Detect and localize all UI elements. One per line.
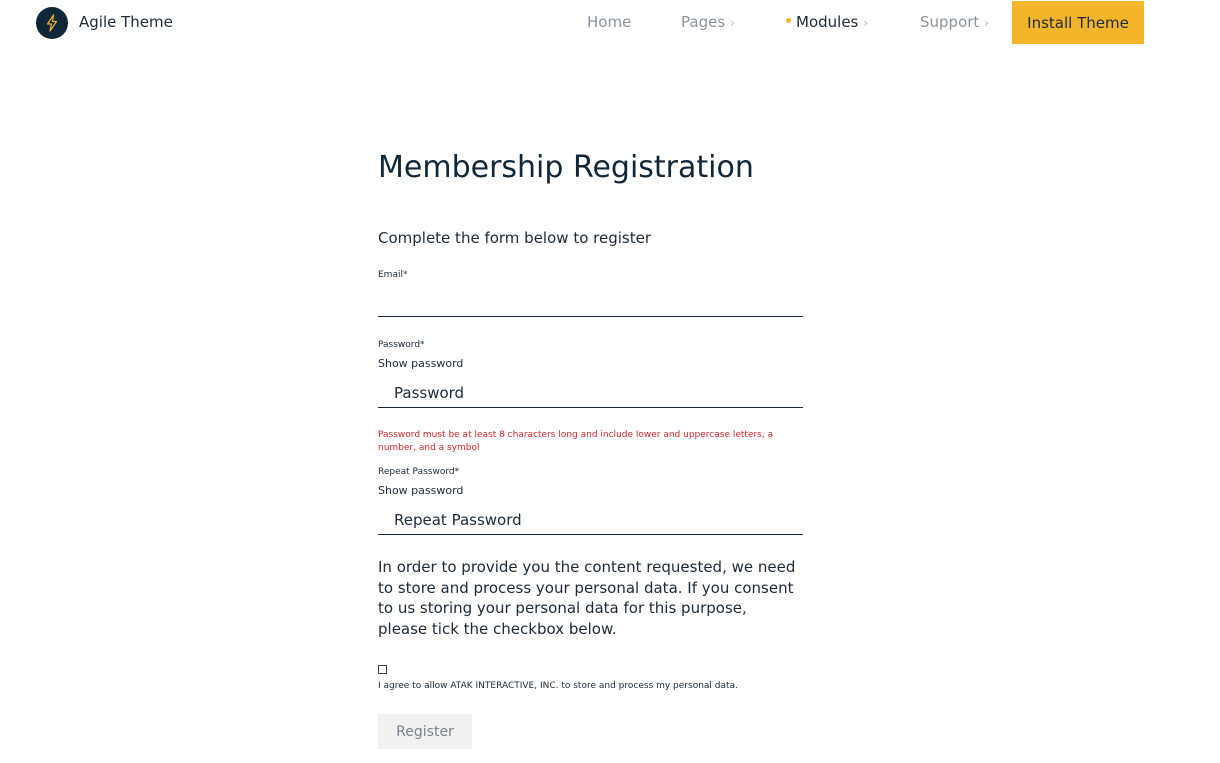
email-input[interactable] xyxy=(378,287,803,317)
nav-pages-label: Pages xyxy=(681,13,726,31)
chevron-right-icon: › xyxy=(730,16,735,30)
nav-home[interactable] xyxy=(587,13,631,31)
consent-text: In order to provide you the content requested, we need to store and process your personal data. If you consent to us storing your personal data for this purpose, please tick the checkbox below. xyxy=(378,558,796,638)
nav-home-label: Home xyxy=(587,13,632,31)
password-label: Password* xyxy=(378,340,425,350)
lightning-icon xyxy=(45,14,59,32)
nav-modules[interactable] xyxy=(786,13,868,31)
password-error: Password must be at least 8 characters long and include lower and uppercase letters, a number, and a symbol xyxy=(378,430,774,453)
email-label: Email* xyxy=(378,270,408,280)
brand-name[interactable]: Agile Theme xyxy=(79,13,173,31)
repeat-password-input[interactable] xyxy=(378,505,803,535)
page-title: Membership Registration xyxy=(378,150,754,185)
site-header xyxy=(0,0,1220,46)
active-indicator xyxy=(786,18,791,23)
show-repeat-password-toggle[interactable]: Show password xyxy=(378,484,464,497)
logo[interactable] xyxy=(36,7,68,39)
nav-pages[interactable] xyxy=(681,13,735,31)
nav-support-label: Support xyxy=(920,13,980,31)
chevron-right-icon: › xyxy=(984,16,990,30)
nav-modules-label: Modules xyxy=(796,13,859,31)
form-subtitle: Complete the form below to register xyxy=(378,229,651,247)
repeat-password-label: Repeat Password* xyxy=(378,467,460,477)
chevron-right-icon: › xyxy=(863,16,869,30)
install-theme-button[interactable]: Install Theme xyxy=(1012,1,1144,44)
register-button[interactable]: Register xyxy=(378,714,472,749)
show-password-toggle[interactable]: Show password xyxy=(378,357,464,370)
nav-support[interactable] xyxy=(920,13,989,31)
consent-checkbox[interactable] xyxy=(378,665,387,674)
consent-checkbox-label[interactable]: I agree to allow ATAK INTERACTIVE, INC. to store and process my personal data. xyxy=(378,681,738,691)
password-input[interactable] xyxy=(378,378,803,408)
